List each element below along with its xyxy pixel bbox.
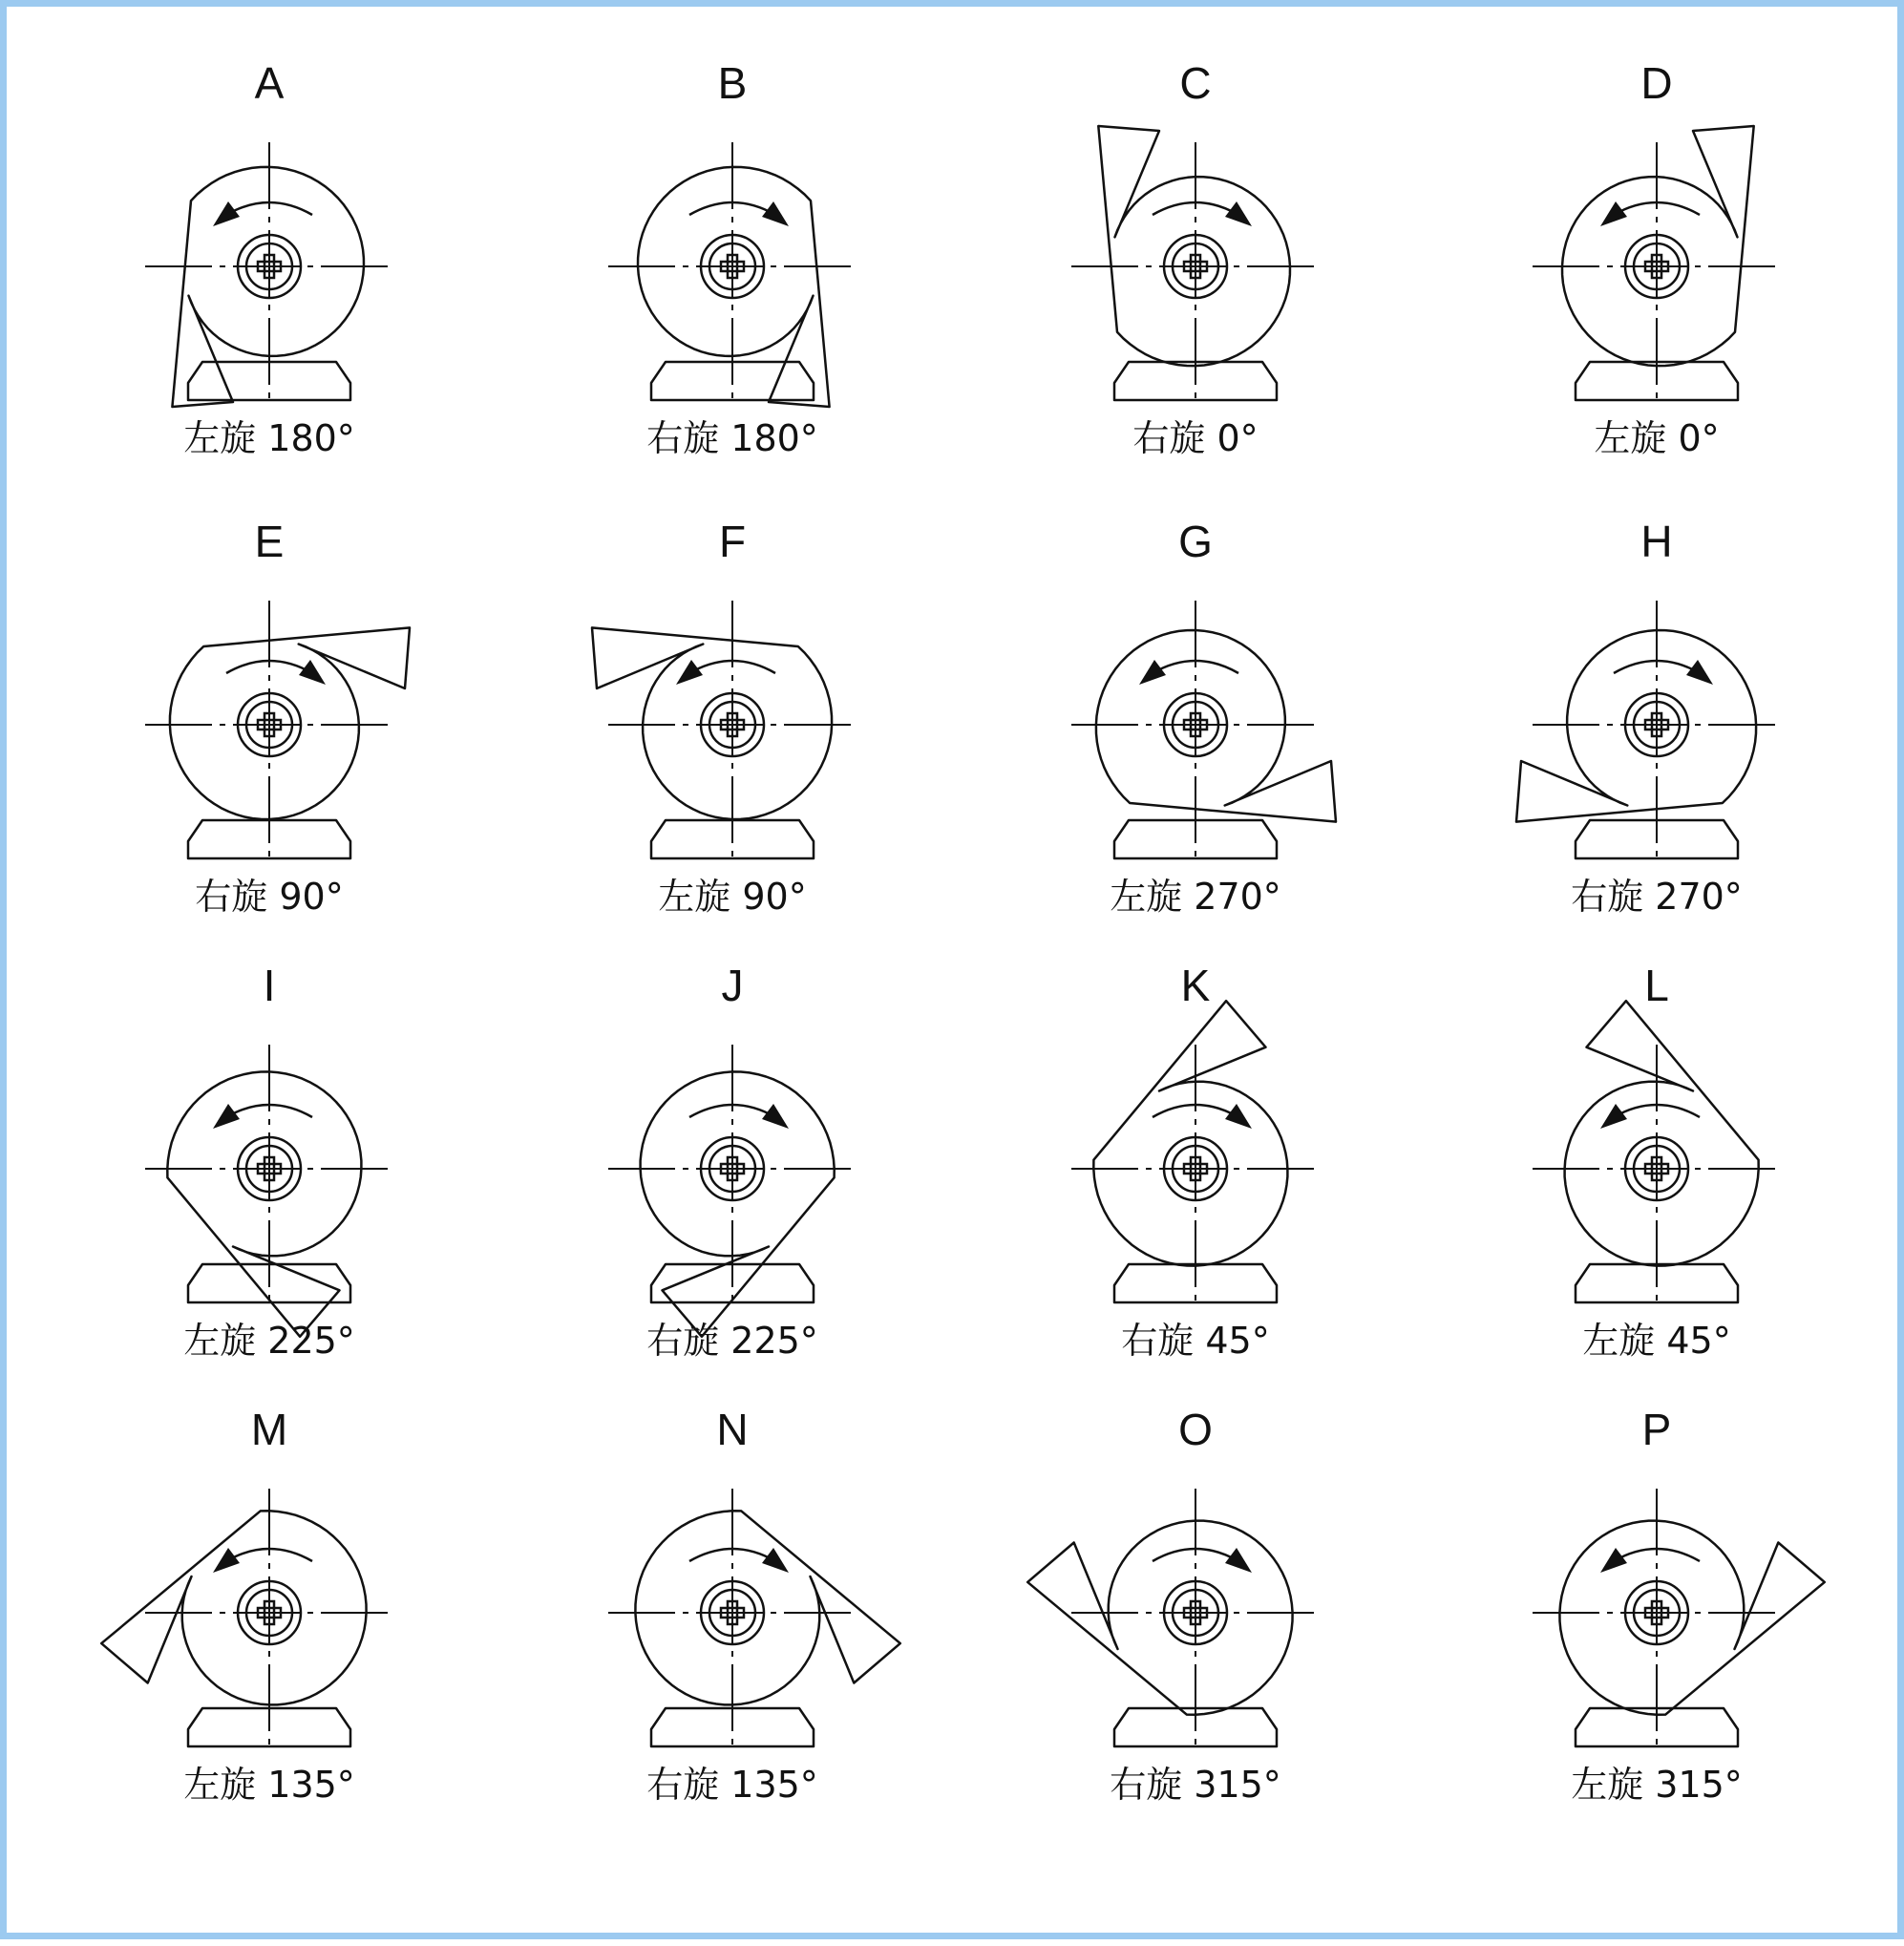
- fan-caption: 右旋 315°: [1110, 1764, 1281, 1806]
- arrow-head-icon: [213, 201, 240, 226]
- fan-letter: H: [1640, 517, 1673, 566]
- arrow-head-icon: [1225, 1104, 1252, 1129]
- fan-caption: 右旋 180°: [646, 417, 818, 459]
- arrow-head-icon: [213, 1104, 240, 1129]
- fan-caption: 左旋 270°: [1110, 876, 1281, 918]
- fan-caption: 左旋 135°: [183, 1764, 355, 1806]
- fan-caption: 右旋 225°: [646, 1320, 818, 1362]
- fan-caption: 左旋 180°: [183, 417, 355, 459]
- fan-caption: 右旋 0°: [1132, 417, 1259, 459]
- fan-l: [1533, 961, 1781, 1362]
- arrow-head-icon: [1225, 201, 1252, 226]
- fan-caption: 右旋 270°: [1571, 876, 1743, 918]
- fan-orientation-diagram: [7, 7, 1904, 1946]
- fan-f: [592, 517, 857, 918]
- fan-h: [1516, 517, 1781, 918]
- fan-housing: [1027, 1521, 1292, 1715]
- arrow-head-icon: [213, 1548, 240, 1573]
- fan-caption: 右旋 45°: [1121, 1320, 1270, 1362]
- fan-d: [1533, 58, 1781, 459]
- arrow-head-icon: [1225, 1548, 1252, 1573]
- fan-housing: [1098, 126, 1290, 366]
- fan-letter: B: [717, 58, 748, 108]
- fan-housing: [1565, 1001, 1759, 1265]
- fan-housing: [592, 627, 832, 819]
- fan-g: [1071, 517, 1336, 918]
- arrow-head-icon: [299, 660, 326, 685]
- arrow-head-icon: [1600, 1548, 1627, 1573]
- fan-n: [608, 1405, 900, 1806]
- fan-letter: L: [1644, 961, 1669, 1010]
- fan-letter: M: [250, 1405, 288, 1454]
- fan-housing: [101, 1511, 366, 1704]
- fan-caption: 左旋 45°: [1582, 1320, 1731, 1362]
- fan-a: [145, 58, 393, 459]
- fan-letter: J: [721, 961, 744, 1010]
- fan-housing: [167, 1071, 361, 1336]
- fan-m: [101, 1405, 393, 1806]
- arrow-head-icon: [1139, 660, 1166, 685]
- arrow-head-icon: [1600, 1104, 1627, 1129]
- fan-letter: K: [1180, 961, 1211, 1010]
- fan-housing: [641, 1071, 835, 1336]
- fan-letter: A: [254, 58, 285, 108]
- arrow-head-icon: [1600, 201, 1627, 226]
- fan-letter: E: [254, 517, 285, 566]
- fan-c: [1071, 58, 1320, 459]
- arrow-head-icon: [762, 201, 789, 226]
- fan-j: [608, 961, 857, 1362]
- fan-housing: [1562, 126, 1754, 366]
- arrow-head-icon: [676, 660, 703, 685]
- fan-letter: C: [1179, 58, 1212, 108]
- arrow-head-icon: [762, 1548, 789, 1573]
- fan-letter: P: [1641, 1405, 1672, 1454]
- arrow-head-icon: [762, 1104, 789, 1129]
- fan-letter: D: [1640, 58, 1673, 108]
- fan-housing: [1559, 1521, 1824, 1715]
- fan-letter: N: [716, 1405, 749, 1454]
- fan-p: [1533, 1405, 1825, 1806]
- fan-k: [1071, 961, 1320, 1362]
- fan-e: [145, 517, 410, 918]
- fan-caption: 右旋 135°: [646, 1764, 818, 1806]
- fan-housing: [170, 627, 410, 819]
- fan-caption: 左旋 0°: [1594, 417, 1720, 459]
- fan-caption: 左旋 90°: [658, 876, 807, 918]
- fan-letter: F: [718, 517, 747, 566]
- fan-housing: [1516, 630, 1756, 822]
- fan-housing: [635, 1511, 899, 1704]
- fan-housing: [1093, 1001, 1287, 1265]
- fan-letter: I: [263, 961, 276, 1010]
- fan-b: [608, 58, 857, 459]
- fan-housing: [1096, 630, 1336, 822]
- fan-letter: O: [1178, 1405, 1213, 1454]
- fan-o: [1027, 1405, 1320, 1806]
- fan-caption: 右旋 90°: [195, 876, 344, 918]
- fan-caption: 左旋 225°: [183, 1320, 355, 1362]
- arrow-head-icon: [1686, 660, 1713, 685]
- fan-letter: G: [1178, 517, 1213, 566]
- fan-caption: 左旋 315°: [1571, 1764, 1743, 1806]
- fan-i: [145, 961, 393, 1362]
